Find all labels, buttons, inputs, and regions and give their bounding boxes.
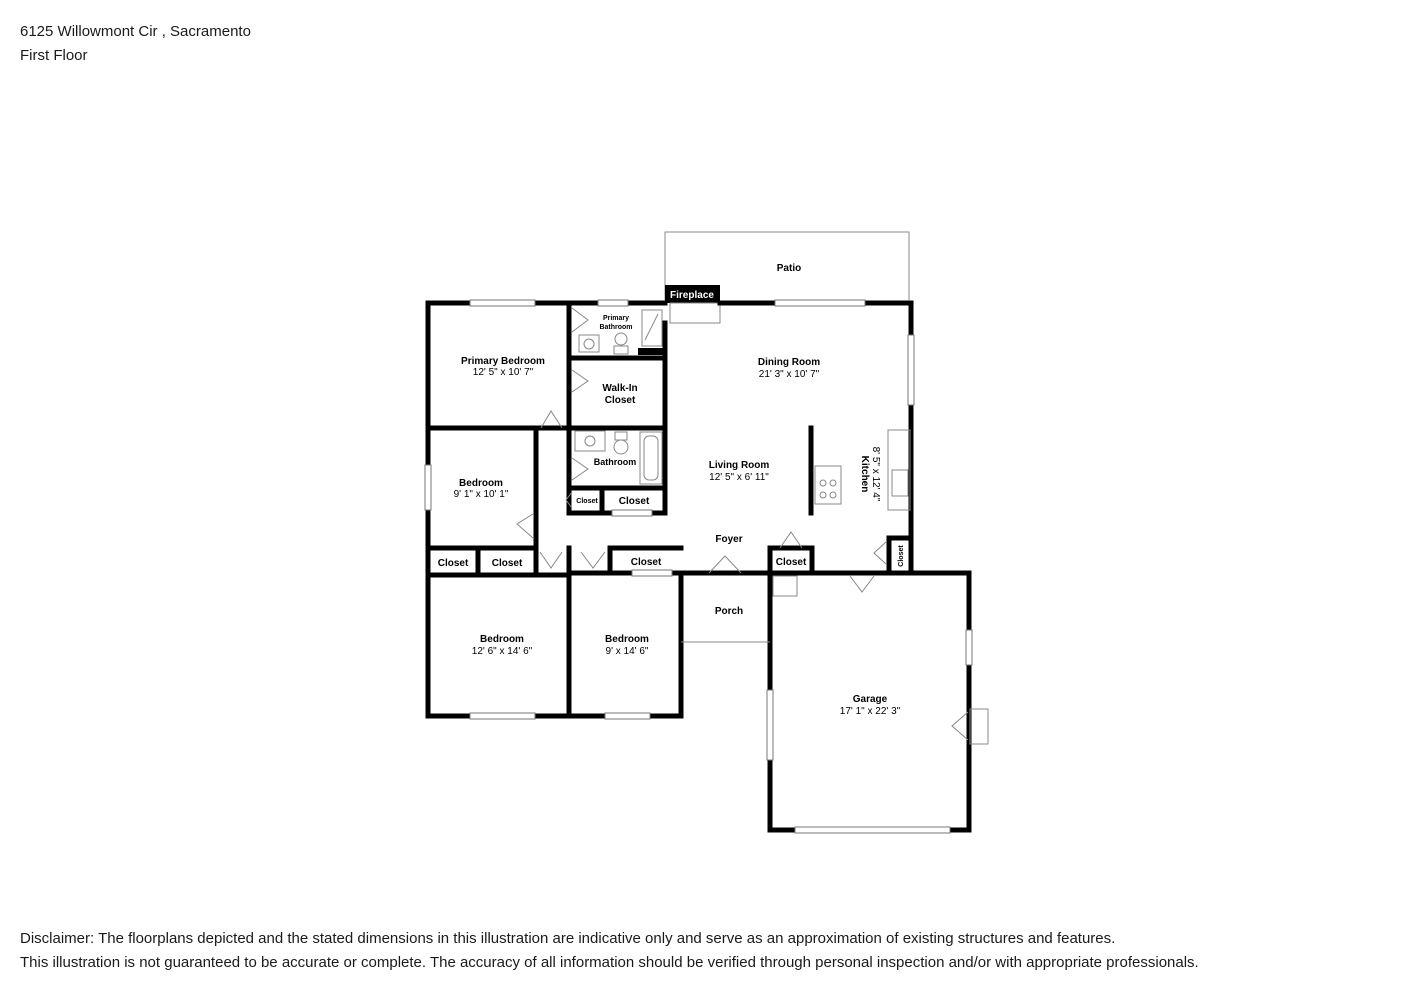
kitchen-label: Kitchen <box>859 455 870 493</box>
porch <box>681 606 770 642</box>
fireplace-label: Fireplace <box>670 290 714 301</box>
primary-bathroom-label-1: Primary <box>602 315 630 322</box>
garage-label: Garage <box>852 694 888 705</box>
primary-bedroom-dims: 12' 5" x 10' 7" <box>472 367 534 378</box>
hall-closets <box>566 488 665 516</box>
walk-in-closet <box>569 370 665 428</box>
garage-dims: 17' 1" x 22' 3" <box>839 706 901 717</box>
bedroom-left-label: Bedroom <box>480 634 524 645</box>
kitchen-dims: 8' 5" x 12' 4" <box>870 446 881 502</box>
primary-bathroom-label-2: Bathroom <box>599 324 633 331</box>
living-room-label: Living Room <box>708 460 770 471</box>
living-room-dims: 12' 5" x 6' 11" <box>709 472 769 483</box>
primary-bedroom-label: Primary Bedroom <box>461 356 545 367</box>
closet-mid-label: Closet <box>630 557 662 568</box>
walk-in-closet-label-1: Walk-In <box>602 383 638 394</box>
fireplace <box>665 285 720 323</box>
property-address: 6125 Willowmont Cir , Sacramento <box>20 23 251 40</box>
living-dining-area <box>709 300 914 513</box>
foyer <box>709 532 807 573</box>
primary-bedroom <box>428 300 569 428</box>
hall-bathroom-label: Bathroom <box>593 457 637 467</box>
closet-kitchen-label: Closet <box>898 545 905 567</box>
porch-label: Porch <box>714 606 744 617</box>
bedroom-mid <box>605 634 650 719</box>
closet-foyer-label: Closet <box>775 557 807 568</box>
disclaimer-line-1: Disclaimer: The floorplans depicted and the stated dimensions in this illustration are indicative only and serve as an approximation of existing structures and features. <box>20 930 1116 947</box>
foyer-label: Foyer <box>715 534 743 545</box>
bedroom-left <box>470 634 535 719</box>
garage <box>767 548 988 833</box>
bedroom-small <box>425 428 536 548</box>
bedroom-mid-dims: 9' x 14' 6" <box>605 646 649 657</box>
closet-left-2-label: Closet <box>491 558 523 569</box>
bedroom-mid-label: Bedroom <box>605 634 649 645</box>
closet-left-1-label: Closet <box>437 558 469 569</box>
hall-bathroom <box>569 431 665 488</box>
kitchen-closet <box>874 538 911 573</box>
patio-label: Patio <box>776 263 802 274</box>
bedroom-small-dims: 9' 1" x 10' 1" <box>453 489 509 500</box>
closet-small-label: Closet <box>576 498 598 505</box>
dining-room-dims: 21' 3" x 10' 7" <box>758 369 820 380</box>
closet-hall-label: Closet <box>618 496 650 507</box>
walk-in-closet-label-2: Closet <box>604 395 636 406</box>
disclaimer-line-2: This illustration is not guaranteed to be accurate or complete. The accuracy of all information should be verified through personal inspection and/or with appropriate professionals. <box>20 954 1199 971</box>
bedroom-small-label: Bedroom <box>459 478 503 489</box>
bedroom-left-dims: 12' 6" x 14' 6" <box>471 646 533 657</box>
closet-row <box>428 548 681 716</box>
dining-room-label: Dining Room <box>757 357 821 368</box>
floor-label: First Floor <box>20 47 88 64</box>
